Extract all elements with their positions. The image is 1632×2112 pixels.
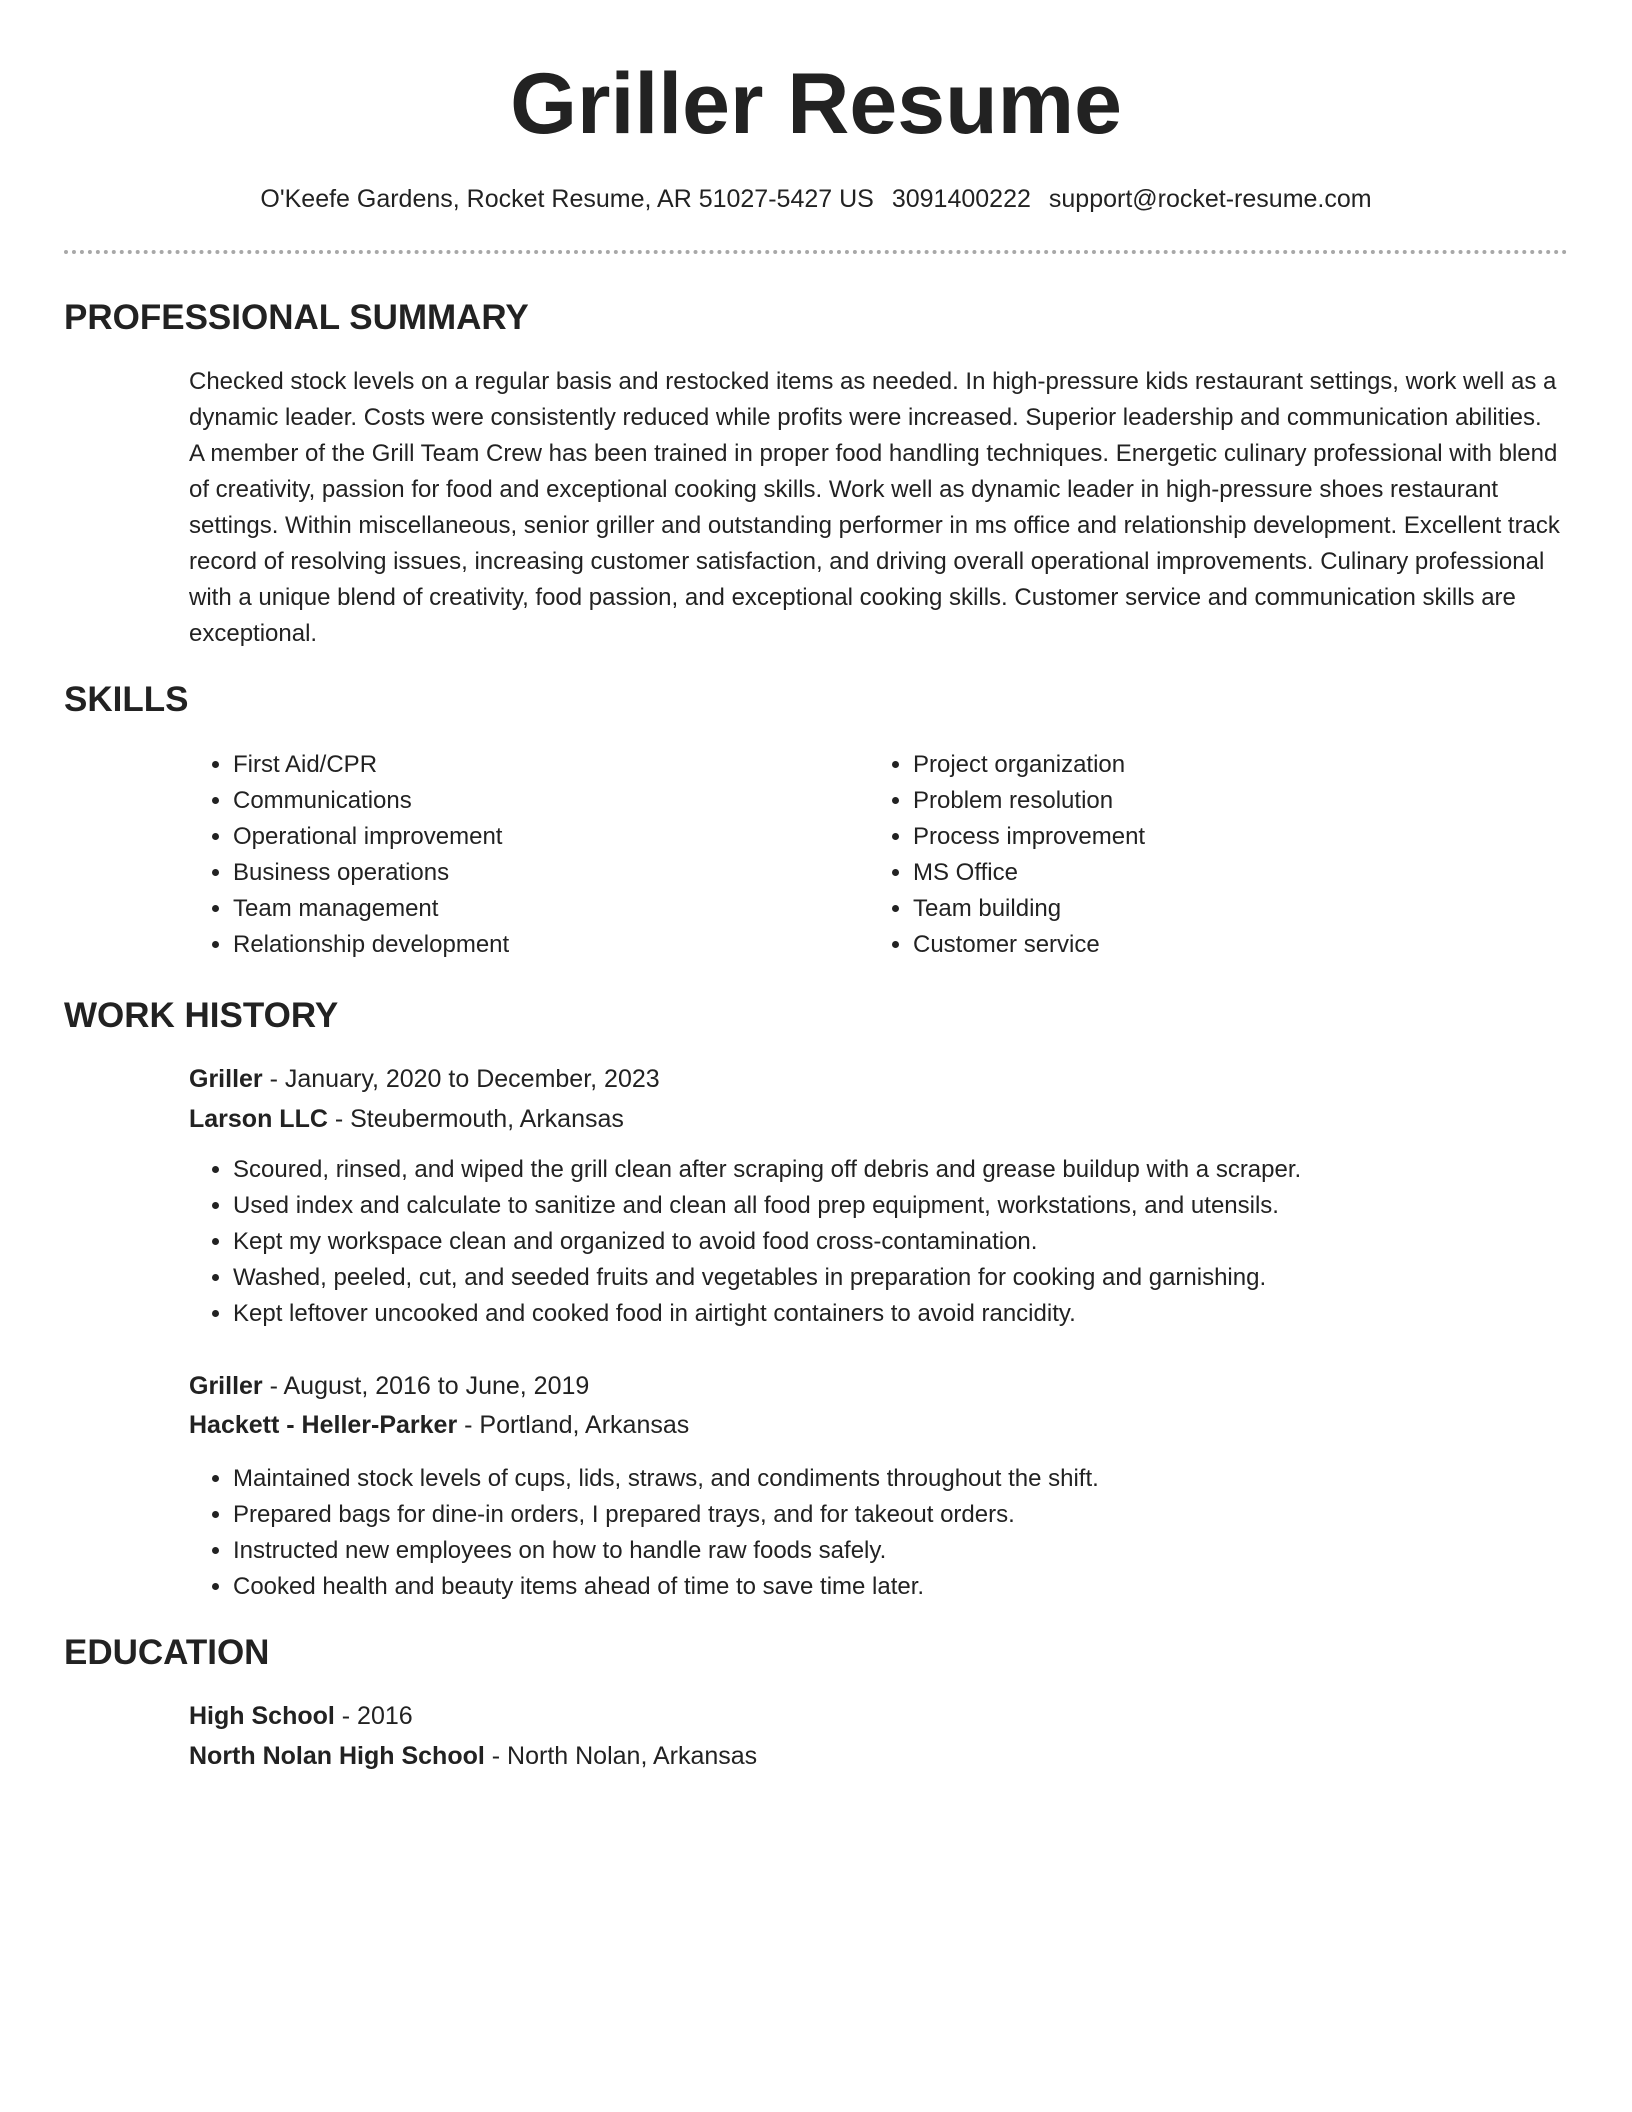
job-2-duty-list [189,1461,1561,1605]
job-2-dates: - August, 2016 to June, 2019 [262,1372,590,1400]
job-1-dates: - January, 2020 to December, 2023 [262,1065,660,1093]
job-1-duties [189,1152,1561,1332]
job-2-role: Griller [189,1372,263,1400]
skill-item: • Operational improvement [233,819,829,855]
contact-phone: 3091400222 [891,185,1031,213]
job-1-title-line [189,1060,660,1098]
education-school-line [189,1737,757,1775]
duty-item: • Instructed new employees on how to handle raw foods safely. [233,1533,1561,1569]
skill-item: • Problem resolution [913,783,1509,819]
job-2-company-line [189,1406,689,1444]
skill-item: • First Aid/CPR [233,747,829,783]
duty-item: • Maintained stock levels of cups, lids, straws, and condiments throughout the shift. [233,1461,1561,1497]
duty-item: • Kept leftover uncooked and cooked food in airtight containers to avoid rancidity. [233,1296,1561,1332]
skills-heading: SKILLS [64,680,189,719]
skill-item: • Relationship development [233,927,829,963]
duty-item: • Used index and calculate to sanitize and clean all food prep equipment, workstations, and utensils. [233,1188,1561,1224]
duty-item: • Washed, peeled, cut, and seeded fruits and vegetables in preparation for cooking and garnishing. [233,1260,1561,1296]
education-degree: High School [189,1702,335,1730]
job-1-company: Larson LLC [189,1105,328,1133]
skills-right-list [869,747,1509,963]
work-history-heading: WORK HISTORY [64,996,339,1035]
job-2-title-line [189,1367,589,1405]
job-1-company-line [189,1100,624,1138]
skill-item: • Business operations [233,855,829,891]
skill-item: • Customer service [913,927,1509,963]
skill-item: • Communications [233,783,829,819]
education-degree-line [189,1697,413,1735]
skill-item: • Process improvement [913,819,1509,855]
summary-text: Checked stock levels on a regular basis and restocked items as needed. In high-pressure kids restaurant settings, work well as a dynamic leader. Costs were consistently reduced while profits were increased. Superior leadership and communication abilities. A member of the Grill Team Crew has been trained in proper food handling techniques. Energetic culinary professional with blend of creativity, passion for food and exceptional cooking skills. Work well as dynamic leader in high-pressure shoes restaurant settings. Within miscellaneous, senior griller and outstanding performer in ms office and relationship development. Excellent track record of resolving issues, increasing customer satisfaction, and driving overall operational improvements. Culinary professional with a unique blend of creativity, food passion, and exceptional cooking skills. Customer service and communication skills are exceptional. [189,368,1560,647]
resume-title: Griller Resume [510,56,1122,152]
job-2-duties [189,1461,1561,1605]
duty-item: • Kept my workspace clean and organized to avoid food cross-contamination. [233,1224,1561,1260]
skills-left-list [189,747,829,963]
duty-item: • Scoured, rinsed, and wiped the grill clean after scraping off debris and grease buildup with a scraper. [233,1152,1561,1188]
education-year: - 2016 [334,1702,413,1730]
job-1-role: Griller [189,1065,263,1093]
skills-right-column [869,747,1509,963]
duty-item: • Cooked health and beauty items ahead of time to save time later. [233,1569,1561,1605]
contact-line [0,180,1632,218]
contact-address: O'Keefe Gardens, Rocket Resume, AR 51027-5427 US [260,185,874,213]
skill-item: • MS Office [913,855,1509,891]
contact-email: support@rocket-resume.com [1048,185,1372,213]
skills-left-column [189,747,829,963]
summary-heading: PROFESSIONAL SUMMARY [64,298,529,337]
header-divider [64,250,1568,254]
skill-item: • Team management [233,891,829,927]
skill-item: • Team building [913,891,1509,927]
education-location: - North Nolan, Arkansas [484,1742,758,1770]
job-2-location: - Portland, Arkansas [457,1411,690,1439]
duty-item: • Prepared bags for dine-in orders, I prepared trays, and for takeout orders. [233,1497,1561,1533]
education-heading: EDUCATION [64,1633,270,1672]
job-1-duty-list [189,1152,1561,1332]
job-2-company: Hackett - Heller-Parker [189,1411,458,1439]
skill-item: • Project organization [913,747,1509,783]
job-1-location: - Steubermouth, Arkansas [327,1105,624,1133]
education-school: North Nolan High School [189,1742,485,1770]
